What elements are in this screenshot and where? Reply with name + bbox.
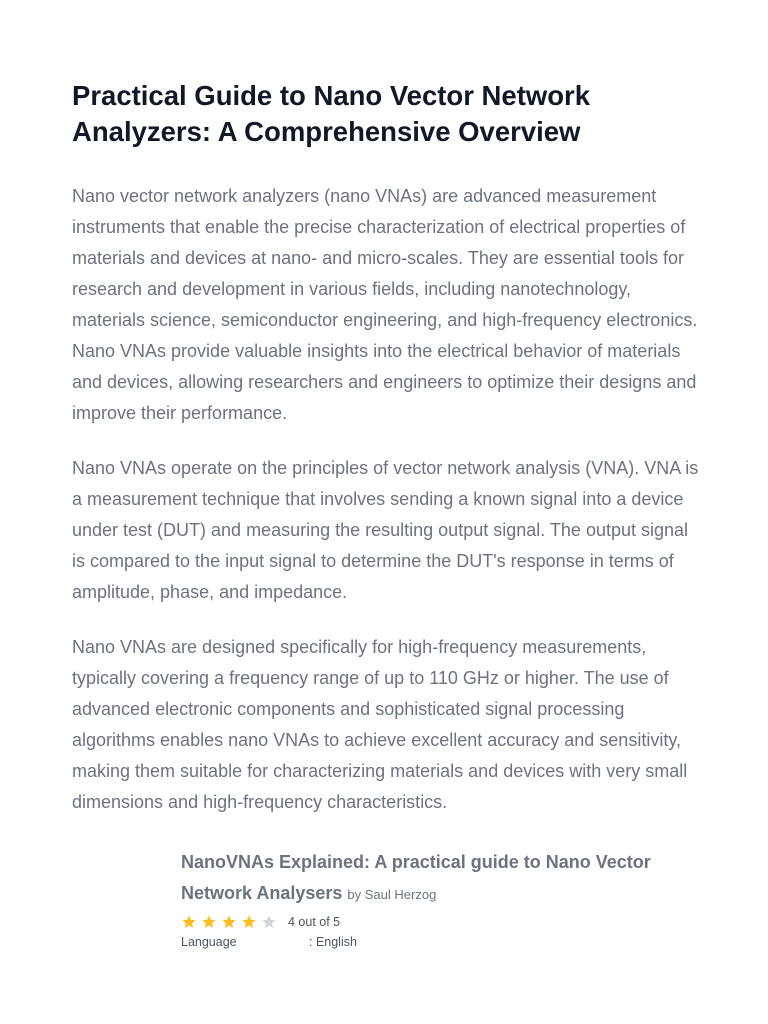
book-card <box>181 847 701 951</box>
star-filled-icon <box>241 914 257 930</box>
book-detail-language <box>181 933 701 951</box>
rating-text: 4 out of 5 <box>288 915 341 929</box>
article-paragraph-2: Nano VNAs operate on the principles of vector network analysis (VNA). VNA is a measurement technique that involves sending a known signal into a device under test (DUT) and measuring the resulting output signal. The output signal is compared to the input signal to determine the DUT's response in terms of amplitude, phase, and impedance. <box>72 458 699 602</box>
article-title: Practical Guide to Nano Vector Network Analyzers: A Comprehensive Overview <box>72 80 591 147</box>
detail-label: Language <box>181 935 237 949</box>
article-paragraph-1: Nano vector network analyzers (nano VNAs) are advanced measurement instruments that enable the precise characterization of electrical properties of materials and devices at nano- and micro-scales. They are essential tools for research and development in various fields, including nanotechnology, materials science, semiconductor engineering, and high-frequency electronics. Nano VNAs provide valuable insights into the electrical behavior of materials and devices, allowing researchers and engineers to optimize their designs and improve their performance. <box>72 186 698 423</box>
book-title-line <box>181 847 701 910</box>
detail-value: : English <box>309 935 357 949</box>
article-paragraph-3: Nano VNAs are designed specifically for high-frequency measurements, typically covering a frequency range of up to 110 GHz or higher. The use of advanced electronic components and sophisticated signal processing algorithms enables nano VNAs to achieve excellent accuracy and sensitivity, making them suitable for characterizing materials and devices with very small dimensions and high-frequency characteristics. <box>72 637 688 812</box>
star-empty-icon <box>261 914 277 930</box>
book-title-link[interactable]: NanoVNAs Explained: A practical guide to Nano Vector Network Analysers <box>181 852 651 903</box>
star-filled-icon <box>201 914 217 930</box>
book-author: by Saul Herzog <box>347 887 437 902</box>
article <box>72 78 700 818</box>
rating-stars <box>181 914 281 930</box>
star-filled-icon <box>181 914 197 930</box>
star-filled-icon <box>221 914 237 930</box>
book-rating <box>181 911 701 933</box>
